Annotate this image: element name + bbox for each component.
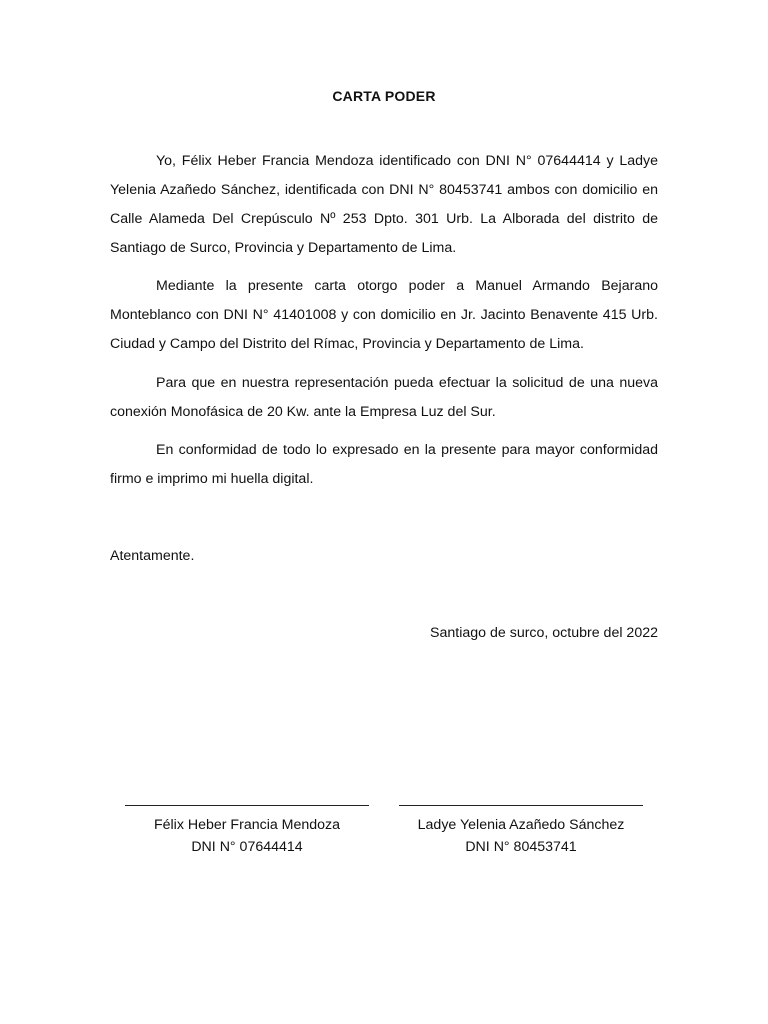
signature-line [125,788,369,806]
signature-block-ladye [397,788,645,858]
paragraph-grantee: Mediante la presente carta otorgo poder a Manuel Armando Bejarano Monteblanco con DNI N° 41401008 y con domicilio en Jr. Jacinto Benavente 415 Urb. Ciudad y Campo del Distrito del Rímac, Provincia y Departamento de Lima. [110,278,658,352]
closing-salutation: Atentamente. [110,548,195,564]
signature-line [399,788,643,806]
paragraph-grantors: Yo, Félix Heber Francia Mendoza identificado con DNI N° 07644414 y Ladye Yelenia Azañedo Sánchez, identificada con DNI N° 80453741 ambos con domicilio en Calle Alameda Del Crepúsculo Nº 253 Dpto. 301 Urb. La Alborada del distrito de Santiago de Surco, Provincia y Departamento de Lima. [110,153,658,256]
signatory-name: Ladye Yelenia Azañedo Sánchez [417,817,625,833]
place-date: Santiago de surco, octubre del 2022 [430,625,658,641]
signatory-dni: DNI N° 07644414 [191,839,303,855]
document-title: CARTA PODER [332,88,436,104]
signatory-name: Félix Heber Francia Mendoza [153,817,341,833]
paragraph-conformity: En conformidad de todo lo expresado en la presente para mayor conformidad firmo e imprimo mi huella digital. [110,442,658,487]
paragraph-purpose: Para que en nuestra representación pueda efectuar la solicitud de una nueva conexión Monofásica de 20 Kw. ante la Empresa Luz del Sur. [110,375,658,420]
signature-block-felix [123,788,371,858]
signatory-dni: DNI N° 80453741 [465,839,577,855]
